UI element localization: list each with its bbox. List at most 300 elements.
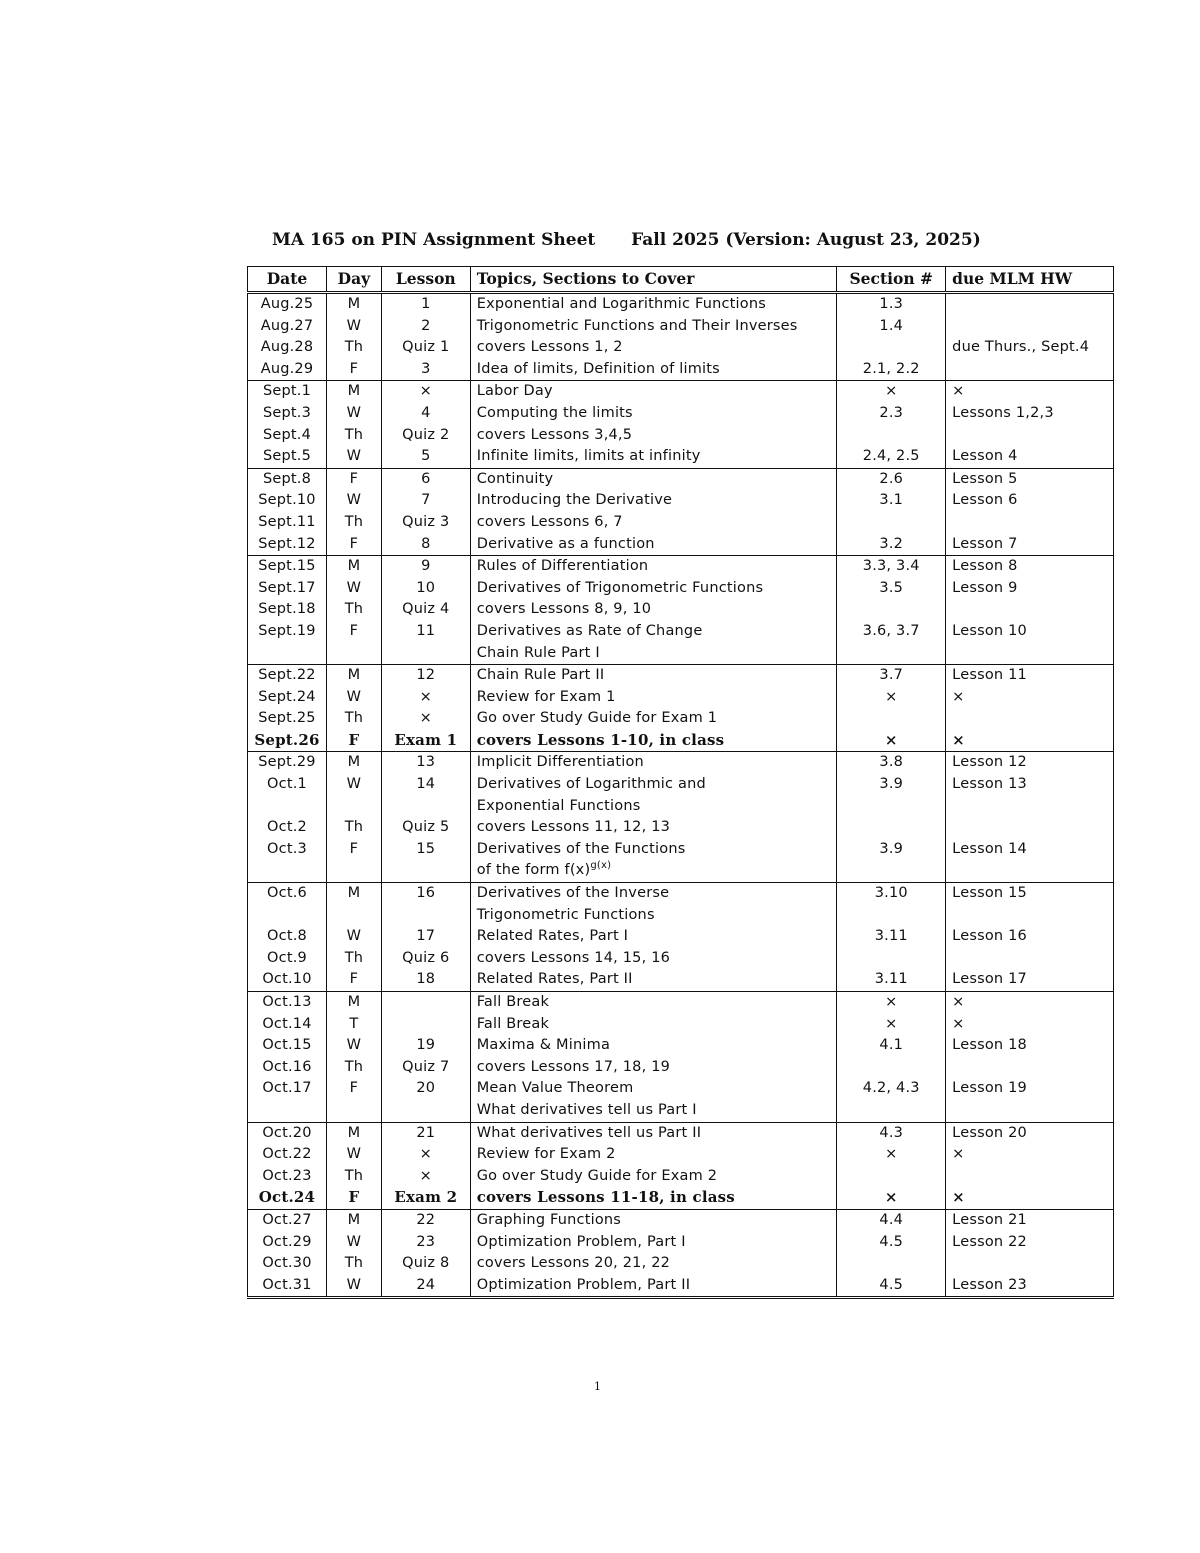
section-cell: 4.4	[837, 1209, 946, 1231]
lesson-cell: 20	[381, 1078, 470, 1100]
lesson-cell: Quiz 4	[381, 599, 470, 621]
lesson-cell: 19	[381, 1035, 470, 1057]
due-hw-cell: Lessons 1,2,3	[946, 403, 1114, 425]
day-cell: F	[326, 359, 381, 381]
table-row	[248, 316, 1114, 338]
day-cell: T	[326, 1014, 381, 1036]
topic-cell: Rules of Differentiation	[470, 556, 837, 578]
lesson-cell	[381, 905, 470, 927]
section-cell	[837, 425, 946, 447]
section-cell: ×	[837, 1014, 946, 1036]
table-row	[248, 1187, 1114, 1209]
section-cell: 3.11	[837, 969, 946, 991]
topic-cell: Mean Value Theorem	[470, 1078, 837, 1100]
lesson-cell: 13	[381, 752, 470, 774]
section-cell: 4.2, 4.3	[837, 1078, 946, 1100]
section-cell: 3.10	[837, 883, 946, 905]
date-cell: Sept.3	[248, 403, 327, 425]
section-cell: 3.2	[837, 534, 946, 556]
due-hw-cell: Lesson 21	[946, 1209, 1114, 1231]
date-cell	[248, 643, 327, 665]
due-hw-cell	[946, 1057, 1114, 1079]
section-cell: ×	[837, 1144, 946, 1166]
date-cell: Sept.8	[248, 468, 327, 490]
due-hw-cell	[946, 1100, 1114, 1122]
day-cell: M	[326, 293, 381, 316]
date-cell: Oct.14	[248, 1014, 327, 1036]
topic-cell: Derivatives of the Inverse	[470, 883, 837, 905]
column-header: Section #	[837, 267, 946, 293]
table-row	[248, 796, 1114, 818]
date-cell: Sept.19	[248, 621, 327, 643]
date-cell: Sept.17	[248, 578, 327, 600]
lesson-cell: Quiz 8	[381, 1253, 470, 1275]
day-cell: Th	[326, 708, 381, 730]
section-cell: 3.7	[837, 665, 946, 687]
due-hw-cell	[946, 796, 1114, 818]
lesson-cell: Quiz 5	[381, 817, 470, 839]
day-cell	[326, 905, 381, 927]
section-cell: 3.11	[837, 926, 946, 948]
due-hw-cell: ×	[946, 1014, 1114, 1036]
day-cell: Th	[326, 337, 381, 359]
section-cell: ×	[837, 687, 946, 709]
week-group	[248, 665, 1114, 752]
table-row	[248, 556, 1114, 578]
day-cell: W	[326, 490, 381, 512]
section-cell	[837, 860, 946, 882]
due-hw-cell: Lesson 15	[946, 883, 1114, 905]
due-hw-cell: Lesson 9	[946, 578, 1114, 600]
day-cell: Th	[326, 1057, 381, 1079]
table-row	[248, 730, 1114, 752]
date-cell: Sept.12	[248, 534, 327, 556]
due-hw-cell: ×	[946, 730, 1114, 752]
day-cell: F	[326, 621, 381, 643]
day-cell: M	[326, 665, 381, 687]
due-hw-cell: ×	[946, 1144, 1114, 1166]
date-cell	[248, 860, 327, 882]
topic-cell: Review for Exam 1	[470, 687, 837, 709]
section-cell: 4.5	[837, 1275, 946, 1298]
due-hw-cell: Lesson 16	[946, 926, 1114, 948]
due-hw-cell: Lesson 23	[946, 1275, 1114, 1298]
date-cell: Oct.31	[248, 1275, 327, 1298]
day-cell: M	[326, 992, 381, 1014]
title-term: Fall 2025 (Version: August 23, 2025)	[631, 230, 981, 250]
lesson-cell: 4	[381, 403, 470, 425]
day-cell: W	[326, 1275, 381, 1298]
topic-cell: Fall Break	[470, 992, 837, 1014]
lesson-cell: ×	[381, 708, 470, 730]
due-hw-cell	[946, 708, 1114, 730]
table-row	[248, 969, 1114, 991]
section-cell: 3.3, 3.4	[837, 556, 946, 578]
section-cell: 1.4	[837, 316, 946, 338]
due-hw-cell	[946, 1166, 1114, 1188]
topic-cell: What derivatives tell us Part II	[470, 1122, 837, 1144]
table-row	[248, 687, 1114, 709]
table-row	[248, 1078, 1114, 1100]
lesson-cell	[381, 1100, 470, 1122]
table-row	[248, 860, 1114, 882]
date-cell: Oct.30	[248, 1253, 327, 1275]
date-cell: Oct.20	[248, 1122, 327, 1144]
date-cell: Oct.22	[248, 1144, 327, 1166]
day-cell: W	[326, 1144, 381, 1166]
date-cell: Oct.29	[248, 1232, 327, 1254]
table-row	[248, 1144, 1114, 1166]
topic-cell: Related Rates, Part I	[470, 926, 837, 948]
day-cell	[326, 796, 381, 818]
topic-cell: Derivative as a function	[470, 534, 837, 556]
topic-cell: Graphing Functions	[470, 1209, 837, 1231]
table-row	[248, 1209, 1114, 1231]
lesson-cell	[381, 796, 470, 818]
topic-cell: Trigonometric Functions and Their Inverses	[470, 316, 837, 338]
date-cell: Aug.29	[248, 359, 327, 381]
lesson-cell: 17	[381, 926, 470, 948]
table-row	[248, 446, 1114, 468]
table-row	[248, 643, 1114, 665]
table-row	[248, 578, 1114, 600]
due-hw-cell: Lesson 14	[946, 839, 1114, 861]
lesson-cell: 18	[381, 969, 470, 991]
date-cell: Aug.25	[248, 293, 327, 316]
week-group	[248, 293, 1114, 381]
lesson-cell: 12	[381, 665, 470, 687]
day-cell: W	[326, 926, 381, 948]
topic-cell: covers Lessons 11, 12, 13	[470, 817, 837, 839]
section-cell: 3.1	[837, 490, 946, 512]
lesson-cell: 23	[381, 1232, 470, 1254]
section-cell	[837, 708, 946, 730]
table-row	[248, 883, 1114, 905]
due-hw-cell: Lesson 22	[946, 1232, 1114, 1254]
table-row	[248, 1275, 1114, 1298]
topic-cell: Continuity	[470, 468, 837, 490]
table-row	[248, 293, 1114, 316]
due-hw-cell: ×	[946, 1187, 1114, 1209]
section-cell: 3.8	[837, 752, 946, 774]
lesson-cell: 7	[381, 490, 470, 512]
day-cell: Th	[326, 817, 381, 839]
lesson-cell: ×	[381, 381, 470, 403]
week-group	[248, 381, 1114, 468]
topic-cell: Idea of limits, Definition of limits	[470, 359, 837, 381]
due-hw-cell: due Thurs., Sept.4	[946, 337, 1114, 359]
table-row	[248, 752, 1114, 774]
week-group	[248, 883, 1114, 992]
day-cell: Th	[326, 948, 381, 970]
lesson-cell: 10	[381, 578, 470, 600]
date-cell: Oct.2	[248, 817, 327, 839]
lesson-cell: 14	[381, 774, 470, 796]
column-header: Day	[326, 267, 381, 293]
day-cell: W	[326, 774, 381, 796]
lesson-cell: 15	[381, 839, 470, 861]
date-cell: Sept.18	[248, 599, 327, 621]
date-cell: Sept.11	[248, 512, 327, 534]
day-cell: F	[326, 969, 381, 991]
table-row	[248, 1122, 1114, 1144]
table-row	[248, 359, 1114, 381]
date-cell: Sept.5	[248, 446, 327, 468]
lesson-cell: 1	[381, 293, 470, 316]
section-cell: 4.1	[837, 1035, 946, 1057]
week-group	[248, 752, 1114, 883]
lesson-cell: 6	[381, 468, 470, 490]
section-cell	[837, 599, 946, 621]
topic-cell: Labor Day	[470, 381, 837, 403]
table-row	[248, 337, 1114, 359]
week-group	[248, 556, 1114, 665]
topic-cell: Optimization Problem, Part I	[470, 1232, 837, 1254]
date-cell	[248, 905, 327, 927]
date-cell	[248, 796, 327, 818]
due-hw-cell	[946, 425, 1114, 447]
table-row	[248, 1232, 1114, 1254]
date-cell: Oct.1	[248, 774, 327, 796]
due-hw-cell: Lesson 12	[946, 752, 1114, 774]
day-cell: F	[326, 839, 381, 861]
topic-cell: Go over Study Guide for Exam 1	[470, 708, 837, 730]
section-cell: 1.3	[837, 293, 946, 316]
date-cell: Aug.28	[248, 337, 327, 359]
topic-cell: covers Lessons 11-18, in class	[470, 1187, 837, 1209]
topic-cell: Trigonometric Functions	[470, 905, 837, 927]
due-hw-cell	[946, 1253, 1114, 1275]
topic-cell: Derivatives of Trigonometric Functions	[470, 578, 837, 600]
lesson-cell: Quiz 3	[381, 512, 470, 534]
due-hw-cell	[946, 643, 1114, 665]
topic-cell: covers Lessons 6, 7	[470, 512, 837, 534]
table-row	[248, 817, 1114, 839]
assignment-table	[247, 266, 1114, 1299]
section-cell	[837, 905, 946, 927]
table-header	[248, 267, 1114, 293]
section-cell: 2.3	[837, 403, 946, 425]
lesson-cell: ×	[381, 687, 470, 709]
lesson-cell	[381, 643, 470, 665]
table-row	[248, 905, 1114, 927]
date-cell: Oct.10	[248, 969, 327, 991]
day-cell	[326, 1100, 381, 1122]
section-cell	[837, 1166, 946, 1188]
lesson-cell: ×	[381, 1144, 470, 1166]
due-hw-cell: ×	[946, 381, 1114, 403]
column-header: Date	[248, 267, 327, 293]
lesson-cell: Exam 1	[381, 730, 470, 752]
day-cell: W	[326, 1035, 381, 1057]
lesson-cell: 21	[381, 1122, 470, 1144]
section-cell: 2.4, 2.5	[837, 446, 946, 468]
topic-cell: Implicit Differentiation	[470, 752, 837, 774]
topic-cell: Infinite limits, limits at infinity	[470, 446, 837, 468]
due-hw-cell	[946, 860, 1114, 882]
lesson-cell: 3	[381, 359, 470, 381]
date-cell: Oct.8	[248, 926, 327, 948]
lesson-cell: Quiz 2	[381, 425, 470, 447]
topic-cell: Computing the limits	[470, 403, 837, 425]
topic-cell: Fall Break	[470, 1014, 837, 1036]
day-cell: M	[326, 381, 381, 403]
date-cell: Oct.6	[248, 883, 327, 905]
topic-cell: covers Lessons 8, 9, 10	[470, 599, 837, 621]
page-number: 1	[594, 1380, 601, 1393]
day-cell: W	[326, 1232, 381, 1254]
topic-cell: Exponential Functions	[470, 796, 837, 818]
section-cell: ×	[837, 381, 946, 403]
day-cell: W	[326, 446, 381, 468]
day-cell: M	[326, 556, 381, 578]
day-cell: F	[326, 730, 381, 752]
topic-cell: Introducing the Derivative	[470, 490, 837, 512]
date-cell: Oct.23	[248, 1166, 327, 1188]
due-hw-cell	[946, 817, 1114, 839]
section-cell: 3.9	[837, 839, 946, 861]
lesson-cell: Quiz 7	[381, 1057, 470, 1079]
section-cell: ×	[837, 730, 946, 752]
table-row	[248, 948, 1114, 970]
due-hw-cell: Lesson 10	[946, 621, 1114, 643]
section-cell: 2.6	[837, 468, 946, 490]
due-hw-cell: Lesson 17	[946, 969, 1114, 991]
date-cell: Oct.16	[248, 1057, 327, 1079]
section-cell: 3.9	[837, 774, 946, 796]
section-cell	[837, 1100, 946, 1122]
date-cell: Oct.3	[248, 839, 327, 861]
due-hw-cell: ×	[946, 687, 1114, 709]
table-row	[248, 1166, 1114, 1188]
lesson-cell	[381, 860, 470, 882]
topic-cell: Related Rates, Part II	[470, 969, 837, 991]
table-row	[248, 926, 1114, 948]
table-row	[248, 621, 1114, 643]
day-cell	[326, 643, 381, 665]
section-cell: 3.5	[837, 578, 946, 600]
day-cell: F	[326, 468, 381, 490]
table-row	[248, 1253, 1114, 1275]
topic-cell: Derivatives of Logarithmic and	[470, 774, 837, 796]
date-cell: Sept.4	[248, 425, 327, 447]
topic-cell: Derivatives as Rate of Change	[470, 621, 837, 643]
table-row	[248, 534, 1114, 556]
lesson-cell: 24	[381, 1275, 470, 1298]
due-hw-cell	[946, 905, 1114, 927]
due-hw-cell: Lesson 5	[946, 468, 1114, 490]
date-cell: Oct.13	[248, 992, 327, 1014]
due-hw-cell	[946, 599, 1114, 621]
day-cell: M	[326, 883, 381, 905]
topic-cell: Maxima & Minima	[470, 1035, 837, 1057]
due-hw-cell: Lesson 18	[946, 1035, 1114, 1057]
date-cell: Oct.15	[248, 1035, 327, 1057]
due-hw-cell: Lesson 20	[946, 1122, 1114, 1144]
topic-cell: Go over Study Guide for Exam 2	[470, 1166, 837, 1188]
day-cell: W	[326, 578, 381, 600]
day-cell: Th	[326, 599, 381, 621]
lesson-cell: 8	[381, 534, 470, 556]
date-cell: Sept.10	[248, 490, 327, 512]
lesson-cell	[381, 1014, 470, 1036]
topic-cell: covers Lessons 1, 2	[470, 337, 837, 359]
table-row	[248, 665, 1114, 687]
table-row	[248, 774, 1114, 796]
section-cell: ×	[837, 1187, 946, 1209]
day-cell: Th	[326, 512, 381, 534]
due-hw-cell: Lesson 7	[946, 534, 1114, 556]
day-cell: M	[326, 1209, 381, 1231]
day-cell	[326, 860, 381, 882]
lesson-cell: Quiz 1	[381, 337, 470, 359]
day-cell: W	[326, 316, 381, 338]
due-hw-cell	[946, 948, 1114, 970]
date-cell: Sept.1	[248, 381, 327, 403]
column-header: Topics, Sections to Cover	[470, 267, 837, 293]
exponent: g(x)	[590, 860, 612, 872]
table-row	[248, 708, 1114, 730]
day-cell: Th	[326, 425, 381, 447]
section-cell	[837, 948, 946, 970]
day-cell: Th	[326, 1253, 381, 1275]
section-cell	[837, 1253, 946, 1275]
due-hw-cell: ×	[946, 992, 1114, 1014]
column-header: Lesson	[381, 267, 470, 293]
date-cell: Oct.27	[248, 1209, 327, 1231]
day-cell: F	[326, 534, 381, 556]
lesson-cell: 11	[381, 621, 470, 643]
date-cell: Sept.25	[248, 708, 327, 730]
section-cell: 4.3	[837, 1122, 946, 1144]
date-cell	[248, 1100, 327, 1122]
table-row	[248, 1014, 1114, 1036]
section-cell	[837, 643, 946, 665]
date-cell: Oct.24	[248, 1187, 327, 1209]
table-row	[248, 1057, 1114, 1079]
table-row	[248, 599, 1114, 621]
topic-cell: Derivatives of the Functions	[470, 839, 837, 861]
table-row	[248, 468, 1114, 490]
section-cell: 2.1, 2.2	[837, 359, 946, 381]
day-cell: M	[326, 752, 381, 774]
column-header: due MLM HW	[946, 267, 1114, 293]
day-cell: W	[326, 687, 381, 709]
lesson-cell: Exam 2	[381, 1187, 470, 1209]
lesson-cell: Quiz 6	[381, 948, 470, 970]
table-row	[248, 1035, 1114, 1057]
week-group	[248, 992, 1114, 1123]
topic-cell: covers Lessons 3,4,5	[470, 425, 837, 447]
page-title	[272, 230, 1032, 250]
date-cell: Oct.9	[248, 948, 327, 970]
week-group	[248, 1122, 1114, 1209]
date-cell: Sept.26	[248, 730, 327, 752]
topic-cell: Optimization Problem, Part II	[470, 1275, 837, 1298]
table-row	[248, 403, 1114, 425]
topic-cell: Chain Rule Part I	[470, 643, 837, 665]
lesson-cell	[381, 992, 470, 1014]
day-cell: Th	[326, 1166, 381, 1188]
date-cell: Sept.24	[248, 687, 327, 709]
day-cell: M	[326, 1122, 381, 1144]
day-cell: W	[326, 403, 381, 425]
table-row	[248, 381, 1114, 403]
due-hw-cell	[946, 512, 1114, 534]
topic-cell: covers Lessons 14, 15, 16	[470, 948, 837, 970]
due-hw-cell	[946, 293, 1114, 316]
due-hw-cell: Lesson 8	[946, 556, 1114, 578]
